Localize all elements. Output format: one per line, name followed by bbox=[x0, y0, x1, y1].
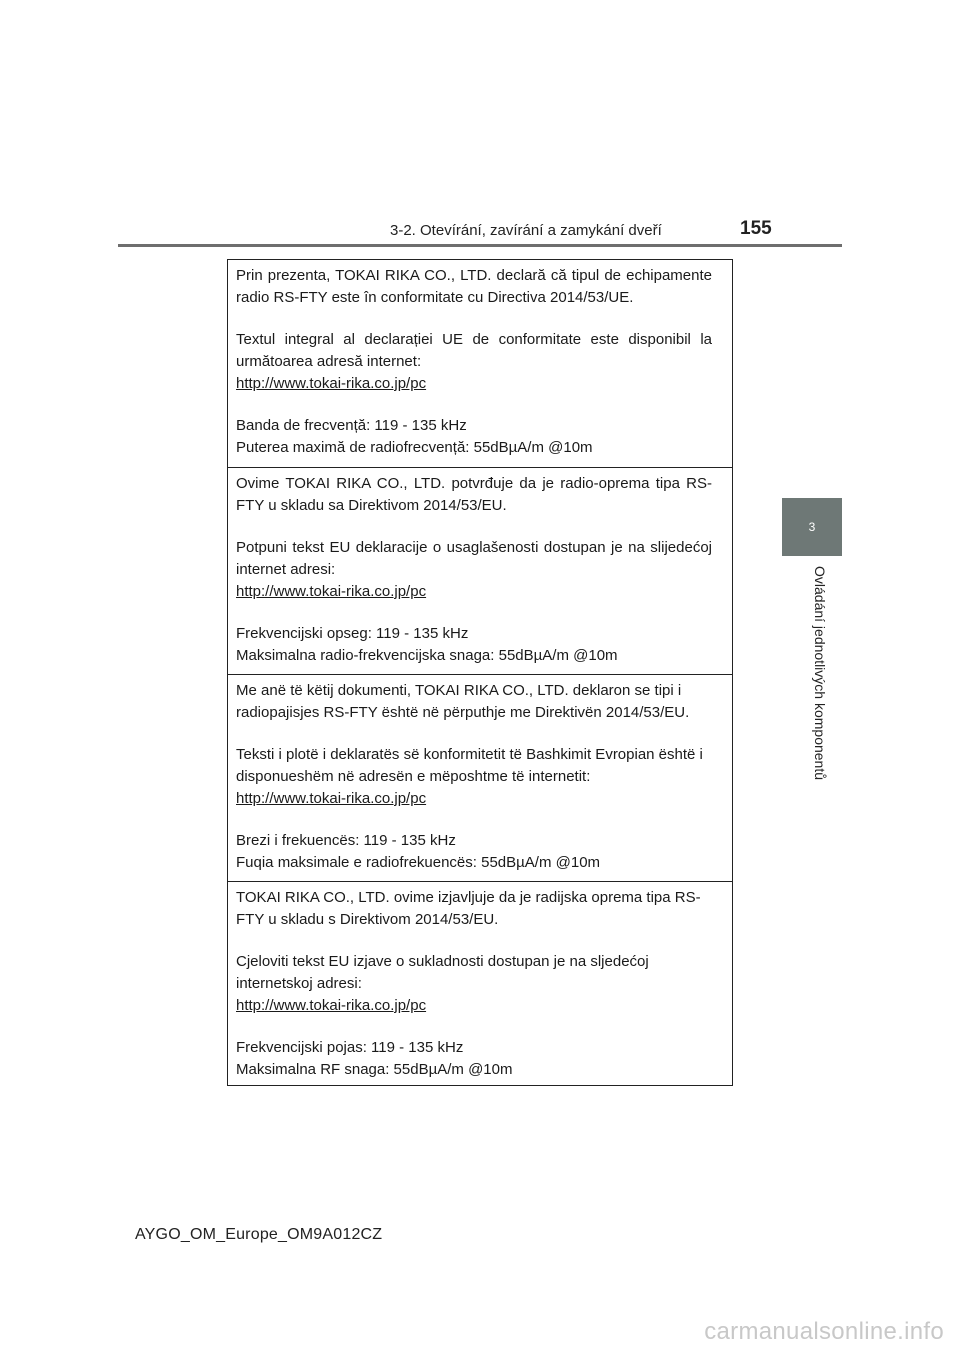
declaration-link[interactable]: http://www.tokai-rika.co.jp/pc bbox=[236, 375, 427, 392]
declaration-intro: Prin prezenta, TOKAI RIKA CO., LTD. declară că tipul de echipamente radio RS-FTY este în conformitate cu Directiva 2014/53/UE. bbox=[236, 267, 712, 306]
header-divider bbox=[118, 244, 842, 247]
document-id: AYGO_OM_Europe_OM9A012CZ bbox=[135, 1226, 383, 1243]
declaration-text: Cjeloviti tekst EU izjave o sukladnosti dostupan je na sljedećoj internetskoj adresi: bbox=[236, 953, 649, 992]
frequency-band: Brezi i frekuencës: 119 - 135 kHz bbox=[236, 832, 456, 849]
max-power: Maksimalna RF snaga: 55dBµA/m @10m bbox=[236, 1061, 513, 1078]
declaration-intro: Ovime TOKAI RIKA CO., LTD. potvrđuje da je radio-oprema tipa RS-FTY u skladu sa Direktivom 2014/53/EU. bbox=[236, 475, 712, 514]
section-title: 3-2. Otevírání, zavírání a zamykání dveří bbox=[390, 222, 662, 239]
declaration-block-romanian bbox=[228, 260, 732, 468]
declaration-link[interactable]: http://www.tokai-rika.co.jp/pc bbox=[236, 790, 427, 807]
page-number: 155 bbox=[740, 218, 772, 239]
declaration-intro: TOKAI RIKA CO., LTD. ovime izjavljuje da je radijska oprema tipa RS-FTY u skladu s Direktivom 2014/53/EU. bbox=[236, 889, 701, 928]
max-power: Maksimalna radio-frekvencijska snaga: 55dBµA/m @10m bbox=[236, 647, 618, 664]
declaration-block-croatian bbox=[228, 882, 732, 1085]
max-power: Puterea maximă de radiofrecvență: 55dBµA/m @10m bbox=[236, 439, 593, 456]
declaration-link[interactable]: http://www.tokai-rika.co.jp/pc bbox=[236, 583, 427, 600]
frequency-band: Frekvencijski pojas: 119 - 135 kHz bbox=[236, 1039, 464, 1056]
declaration-link[interactable]: http://www.tokai-rika.co.jp/pc bbox=[236, 997, 427, 1014]
declaration-table bbox=[227, 259, 733, 1086]
declaration-block-albanian bbox=[228, 675, 732, 882]
chapter-tab bbox=[782, 498, 842, 556]
declaration-text: Potpuni tekst EU deklaracije o usaglašenosti dostupan je na slijedećoj internet adresi: bbox=[236, 539, 712, 578]
watermark: carmanualsonline.info bbox=[704, 1318, 944, 1345]
declaration-text: Teksti i plotë i deklaratës së konformitetit të Bashkimit Evropian është i disponueshëm në adresën e mëposhtme të internetit: bbox=[236, 746, 703, 785]
max-power: Fuqia maksimale e radiofrekuencës: 55dBµA/m @10m bbox=[236, 854, 601, 871]
declaration-block-bosnian bbox=[228, 468, 732, 675]
declaration-text: Textul integral al declarației UE de conformitate este disponibil la următoarea adresă internet: bbox=[236, 331, 712, 370]
chapter-title: Ovládání jednotlivých komponentů bbox=[812, 566, 828, 781]
declaration-intro: Me anë të këtij dokumenti, TOKAI RIKA CO., LTD. deklaron se tipi i radiopajisjes RS-FTY është në përputhje me Direktivën 2014/53/EU. bbox=[236, 682, 690, 721]
frequency-band: Frekvencijski opseg: 119 - 135 kHz bbox=[236, 625, 469, 642]
chapter-number: 3 bbox=[808, 520, 816, 534]
frequency-band: Banda de frecvență: 119 - 135 kHz bbox=[236, 417, 467, 434]
